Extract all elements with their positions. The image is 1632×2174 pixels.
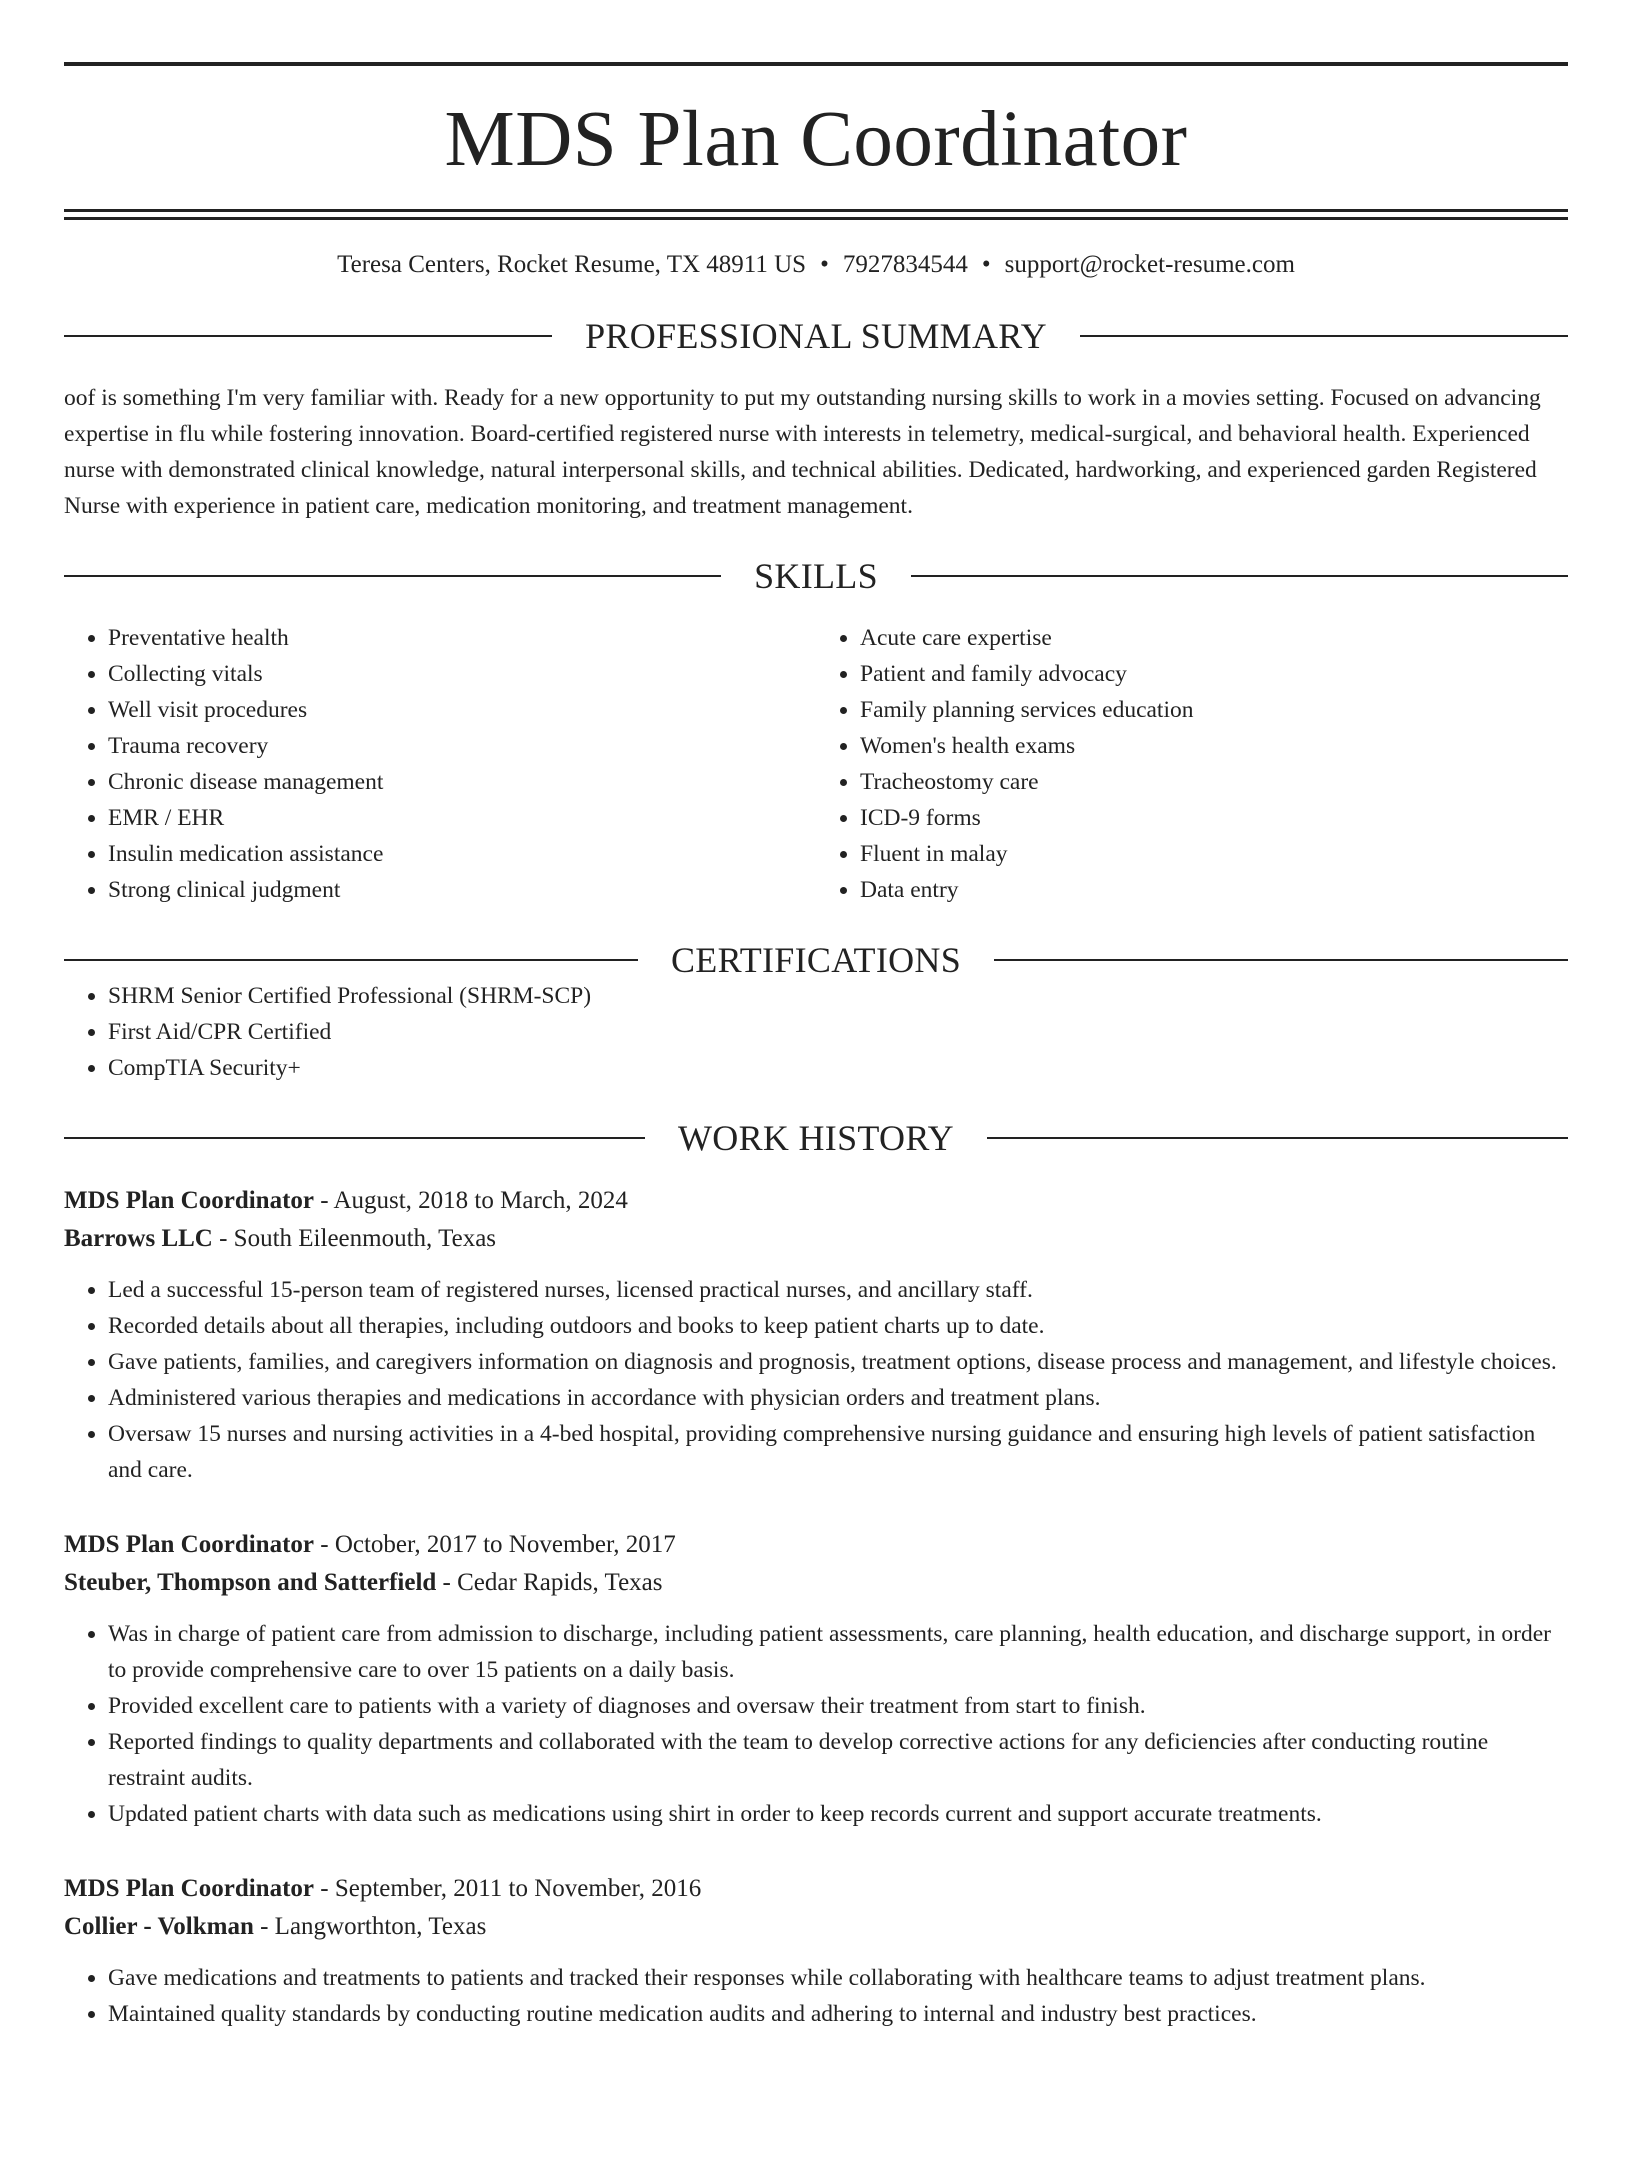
contact-address: Teresa Centers, Rocket Resume, TX 48911 US: [337, 251, 807, 278]
job-location: - Cedar Rapids, Texas: [436, 1569, 663, 1596]
list-item: • First Aid/CPR Certified: [108, 1014, 1568, 1050]
title-double-rule: [64, 209, 1568, 220]
list-item: • Gave medications and treatments to patients and tracked their responses while collaborating with healthcare teams to adjust treatment plans.: [108, 1960, 1568, 1996]
list-item: • Patient and family advocacy: [860, 656, 1568, 692]
contact-separator: •: [820, 251, 829, 278]
list-item: • Administered various therapies and medications in accordance with physician orders and treatment plans.: [108, 1380, 1568, 1416]
heading-rule: [64, 335, 552, 337]
list-item: • Acute care expertise: [860, 620, 1568, 656]
list-item: • Was in charge of patient care from admission to discharge, including patient assessments, care planning, health education, and discharge support, in order to provide comprehensive care to over 15 patients on a daily basis.: [108, 1616, 1568, 1688]
job-title: MDS Plan Coordinator: [64, 1531, 314, 1558]
list-item: • Preventative health: [108, 620, 816, 656]
list-item: • Led a successful 15-person team of registered nurses, licensed practical nurses, and ancillary staff.: [108, 1272, 1568, 1308]
list-item: • Tracheostomy care: [860, 764, 1568, 800]
job-location: - Langworthton, Texas: [253, 1913, 487, 1940]
list-item: • Strong clinical judgment: [108, 872, 816, 908]
list-item: • SHRM Senior Certified Professional (SHRM-SCP): [108, 978, 1568, 1014]
section-heading-skills: [64, 558, 1568, 594]
section-heading-summary: [64, 318, 1568, 354]
job-company-line: [64, 1564, 1568, 1602]
skills-grid: [64, 620, 1568, 908]
contact-phone: 7927834544: [842, 251, 968, 278]
job-entry: [64, 1870, 1568, 2032]
list-item: • Trauma recovery: [108, 728, 816, 764]
list-item: • Recorded details about all therapies, including outdoors and books to keep patient charts up to date.: [108, 1308, 1568, 1344]
list-item: • Collecting vitals: [108, 656, 816, 692]
section-title: PROFESSIONAL SUMMARY: [585, 316, 1047, 356]
job-dates: - September, 2011 to November, 2016: [314, 1875, 702, 1902]
contact-email: support@rocket-resume.com: [1004, 251, 1295, 278]
skills-list-right: [816, 620, 1568, 908]
page-title: MDS Plan Coordinator: [444, 96, 1188, 183]
list-item: • Women's health exams: [860, 728, 1568, 764]
contact-separator: •: [981, 251, 991, 278]
heading-rule: [987, 1137, 1568, 1139]
list-item: • Data entry: [860, 872, 1568, 908]
heading-rule: [64, 1137, 645, 1139]
heading-rule: [911, 575, 1568, 577]
list-item: • Updated patient charts with data such as medications using shirt in order to keep records current and support accurate treatments.: [108, 1796, 1568, 1832]
list-item: • Gave patients, families, and caregivers information on diagnosis and prognosis, treatment options, disease process and management, and lifestyle choices.: [108, 1344, 1568, 1380]
heading-rule: [994, 959, 1568, 961]
job-dates: - October, 2017 to November, 2017: [314, 1531, 676, 1558]
heading-rule: [1080, 335, 1568, 337]
top-rule: [64, 62, 1568, 66]
list-item: • ICD-9 forms: [860, 800, 1568, 836]
job-dates: - August, 2018 to March, 2024: [314, 1187, 628, 1214]
heading-rule: [64, 575, 721, 577]
job-company: Steuber, Thompson and Satterfield: [64, 1569, 437, 1596]
job-company-line: [64, 1220, 1568, 1258]
section-heading-certifications: [64, 942, 1568, 978]
contact-line: [64, 250, 1568, 280]
resume-page: [0, 62, 1632, 2174]
section-title: WORK HISTORY: [678, 1118, 954, 1158]
list-item: • Provided excellent care to patients with a variety of diagnoses and oversaw their treatment from start to finish.: [108, 1688, 1568, 1724]
list-item: • CompTIA Security+: [108, 1050, 1568, 1086]
list-item: • Family planning services education: [860, 692, 1568, 728]
job-title: MDS Plan Coordinator: [64, 1875, 314, 1902]
list-item: • Maintained quality standards by conducting routine medication audits and adhering to internal and industry best practices.: [108, 1996, 1568, 2032]
section-heading-work: [64, 1120, 1568, 1156]
list-item: • Well visit procedures: [108, 692, 816, 728]
job-title: MDS Plan Coordinator: [64, 1187, 314, 1214]
job-entry: [64, 1526, 1568, 1832]
heading-rule: [64, 959, 638, 961]
section-title: SKILLS: [754, 556, 878, 596]
list-item: • EMR / EHR: [108, 800, 816, 836]
job-company: Collier - Volkman: [64, 1913, 254, 1940]
job-title-line: [64, 1526, 1568, 1564]
job-company-line: [64, 1908, 1568, 1946]
summary-text: oof is something I'm very familiar with. Ready for a new opportunity to put my outstanding nursing skills to work in a movies setting. Focused on advancing expertise in flu while fostering innovation. Board-certified registered nurse with interests in telemetry, medical-surgical, and behavioral health. Experienced nurse with demonstrated clinical knowledge, natural interpersonal skills, and technical abilities. Dedicated, hardworking, and experienced garden Registered Nurse with experience in patient care, medication monitoring, and treatment management.: [64, 385, 1541, 519]
job-company: Barrows LLC: [64, 1225, 213, 1252]
section-title: CERTIFICATIONS: [670, 940, 962, 980]
job-bullets: [64, 1272, 1568, 1488]
job-bullets: [64, 1616, 1568, 1832]
job-bullets: [64, 1960, 1568, 2032]
skills-list-left: [64, 620, 816, 908]
list-item: • Fluent in malay: [860, 836, 1568, 872]
job-location: - South Eileenmouth, Texas: [212, 1225, 497, 1252]
job-entry: [64, 1182, 1568, 1488]
list-item: • Reported findings to quality departments and collaborated with the team to develop corrective actions for any deficiencies after conducting routine restraint audits.: [108, 1724, 1568, 1796]
list-item: • Oversaw 15 nurses and nursing activities in a 4-bed hospital, providing comprehensive nursing guidance and ensuring high levels of patient satisfaction and care.: [108, 1416, 1568, 1488]
job-title-line: [64, 1182, 1568, 1220]
job-title-line: [64, 1870, 1568, 1908]
list-item: • Insulin medication assistance: [108, 836, 816, 872]
list-item: • Chronic disease management: [108, 764, 816, 800]
certifications-list: [64, 978, 1568, 1086]
